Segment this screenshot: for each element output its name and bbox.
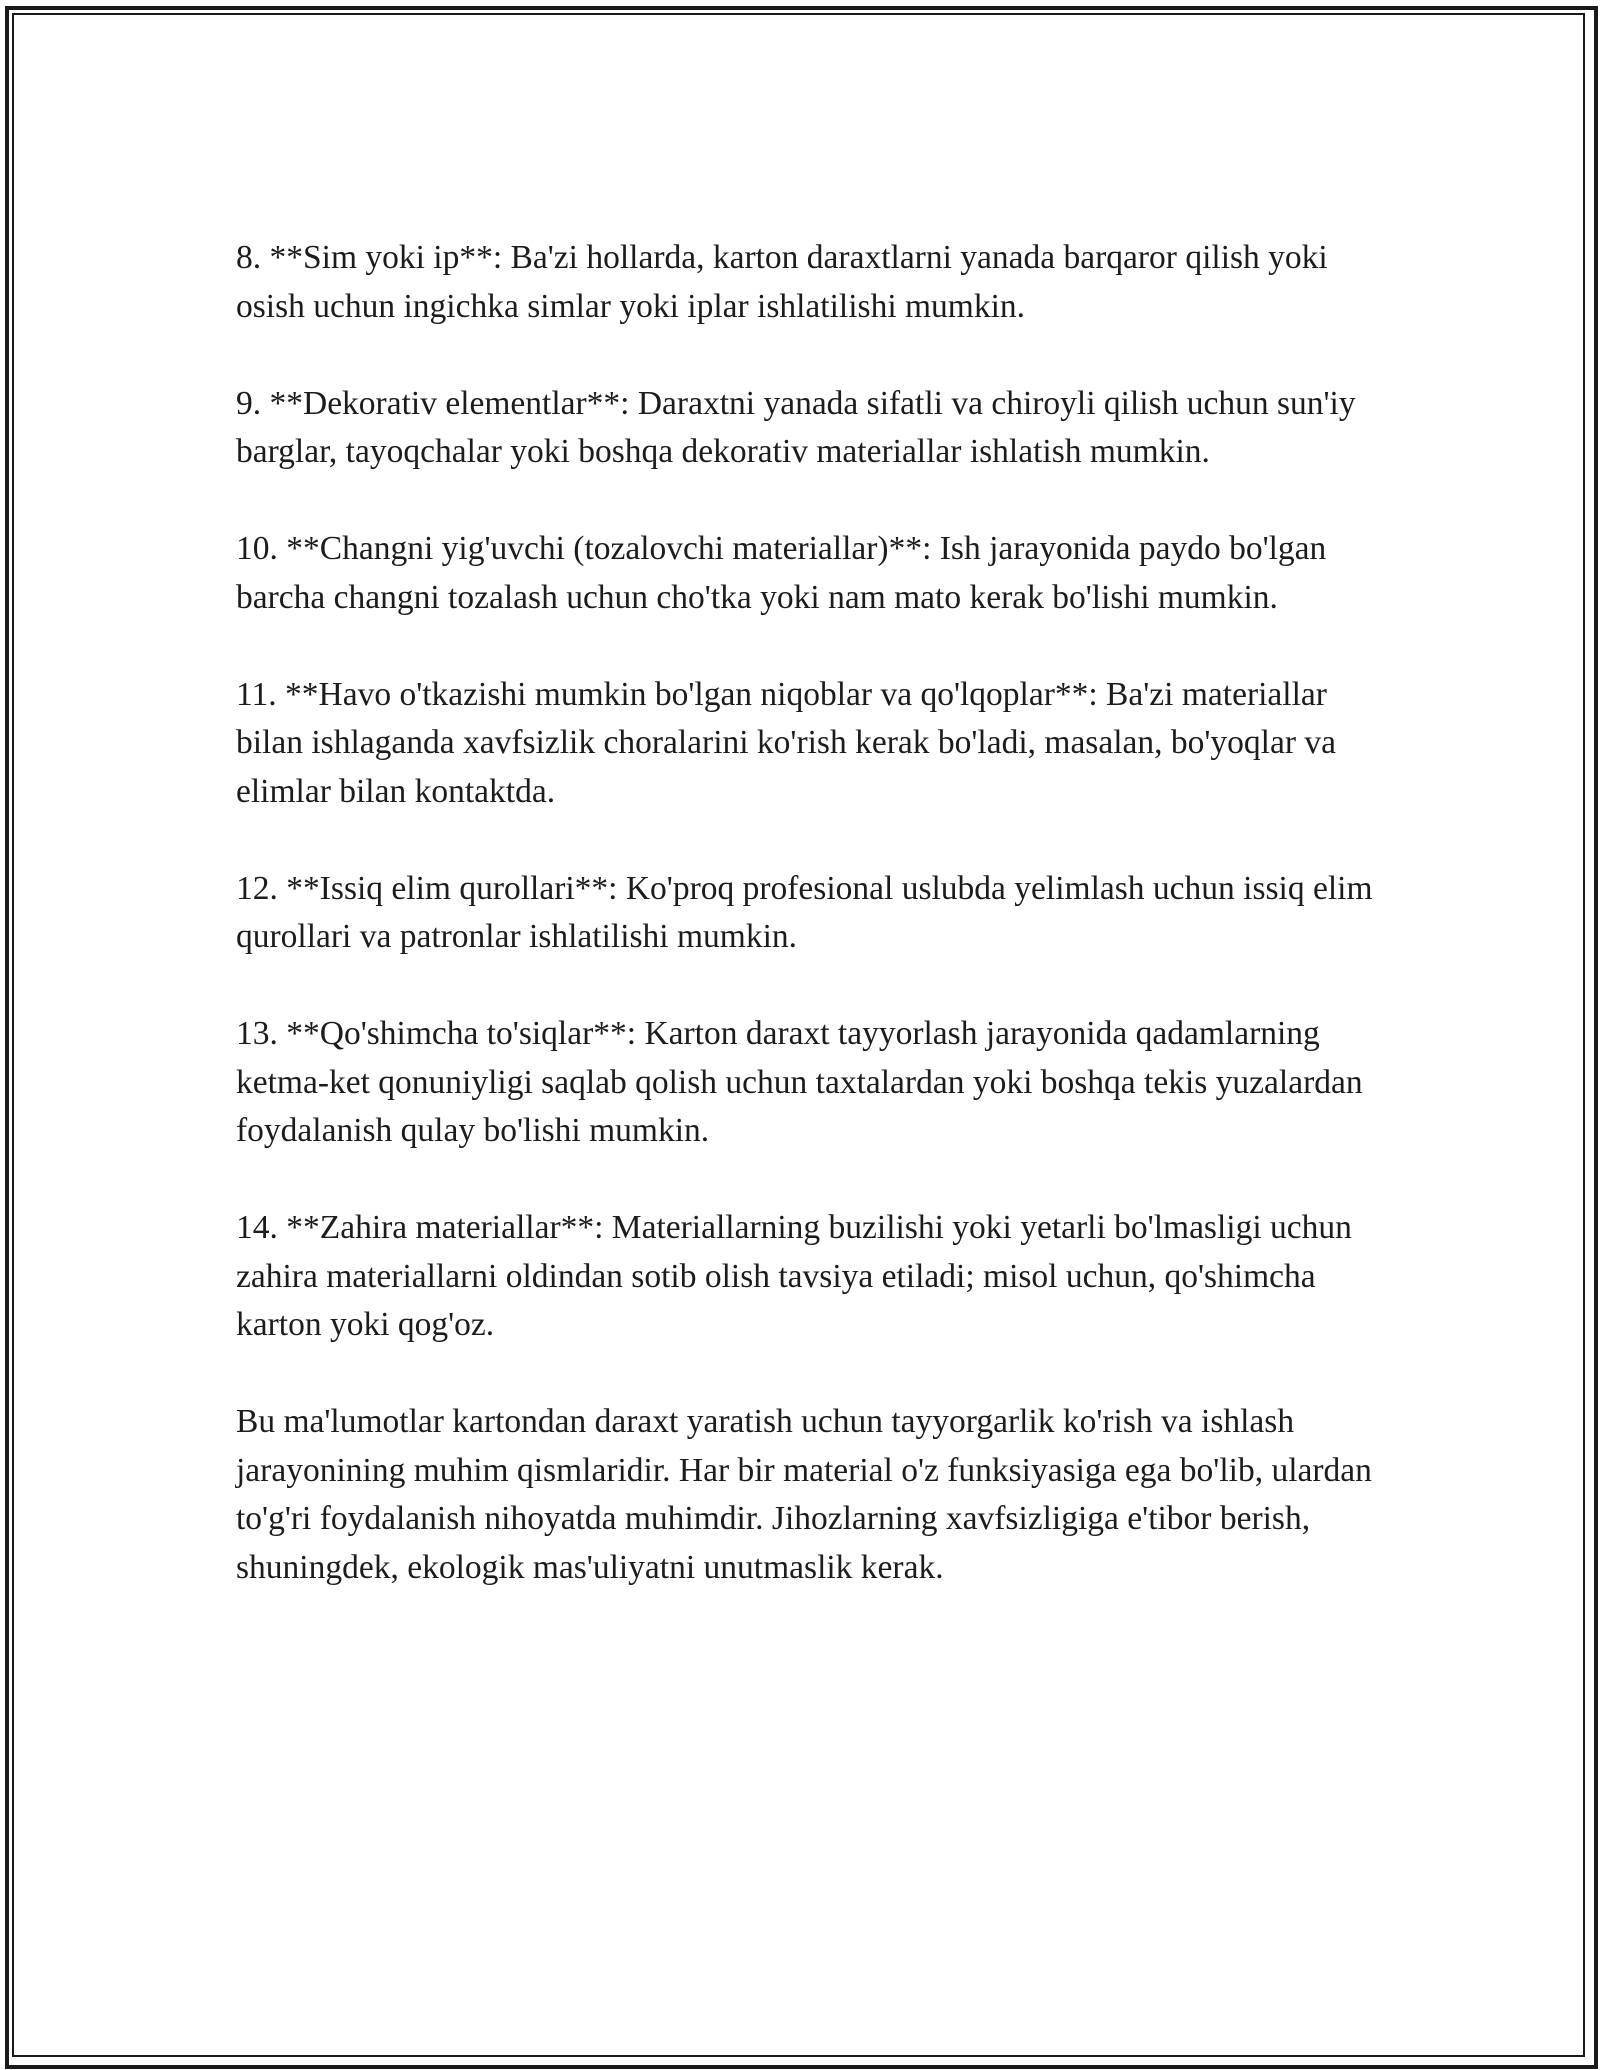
paragraph-item-8: 8. **Sim yoki ip**: Ba'zi hollarda, karton daraxtlarni yanada barqaror qilish yoki osish uchun ingichka simlar yoki iplar ishlatilishi mumkin. bbox=[236, 239, 1328, 325]
paragraph-item-9: 9. **Dekorativ elementlar**: Daraxtni yanada sifatli va chiroyli qilish uchun sun'iy barglar, tayoqchalar yoki boshqa dekorativ materiallar ishlatish mumkin. bbox=[236, 384, 1356, 470]
paragraph-item-11: 11. **Havo o'tkazishi mumkin bo'lgan niqoblar va qo'lqoplar**: Ba'zi materiallar bilan ishlaganda xavfsizlik choralarini ko'rish kerak bo'ladi, masalan, bo'yoqlar va elimlar bilan kontaktda. bbox=[236, 675, 1337, 810]
document-body bbox=[236, 234, 1386, 1641]
paragraph-item-12: 12. **Issiq elim qurollari**: Ko'proq profesional uslubda yelimlash uchun issiq elim qurollari va patronlar ishlatilishi mumkin. bbox=[236, 869, 1373, 955]
paragraph-conclusion: Bu ma'lumotlar kartondan daraxt yaratish uchun tayyorgarlik ko'rish va ishlash jarayonining muhim qismlaridir. Har bir material o'z funksiyasiga ega bo'lib, ulardan to'g'ri foydalanish nihoyatda muhimdir. Jihozlarning xavfsizligiga e'tibor berish, shuningdek, ekologik mas'uliyatni unutmaslik kerak. bbox=[236, 1403, 1372, 1586]
paragraph-item-13: 13. **Qo'shimcha to'siqlar**: Karton daraxt tayyorlash jarayonida qadamlarning ketma-ket qonuniyligi saqlab qolish uchun taxtalardan yoki boshqa tekis yuzalardan foydalanish qulay bo'lishi mumkin. bbox=[236, 1015, 1363, 1149]
paragraph-item-10: 10. **Changni yig'uvchi (tozalovchi materiallar)**: Ish jarayonida paydo bo'lgan barcha changni tozalash uchun cho'tka yoki nam mato kerak bo'lishi mumkin. bbox=[236, 530, 1327, 616]
paragraph-item-14: 14. **Zahira materiallar**: Materiallarning buzilishi yoki yetarli bo'lmasligi uchun zahira materiallarni oldindan sotib olish tavsiya etiladi; misol uchun, qo'shimcha karton yoki qog'oz. bbox=[236, 1209, 1352, 1343]
